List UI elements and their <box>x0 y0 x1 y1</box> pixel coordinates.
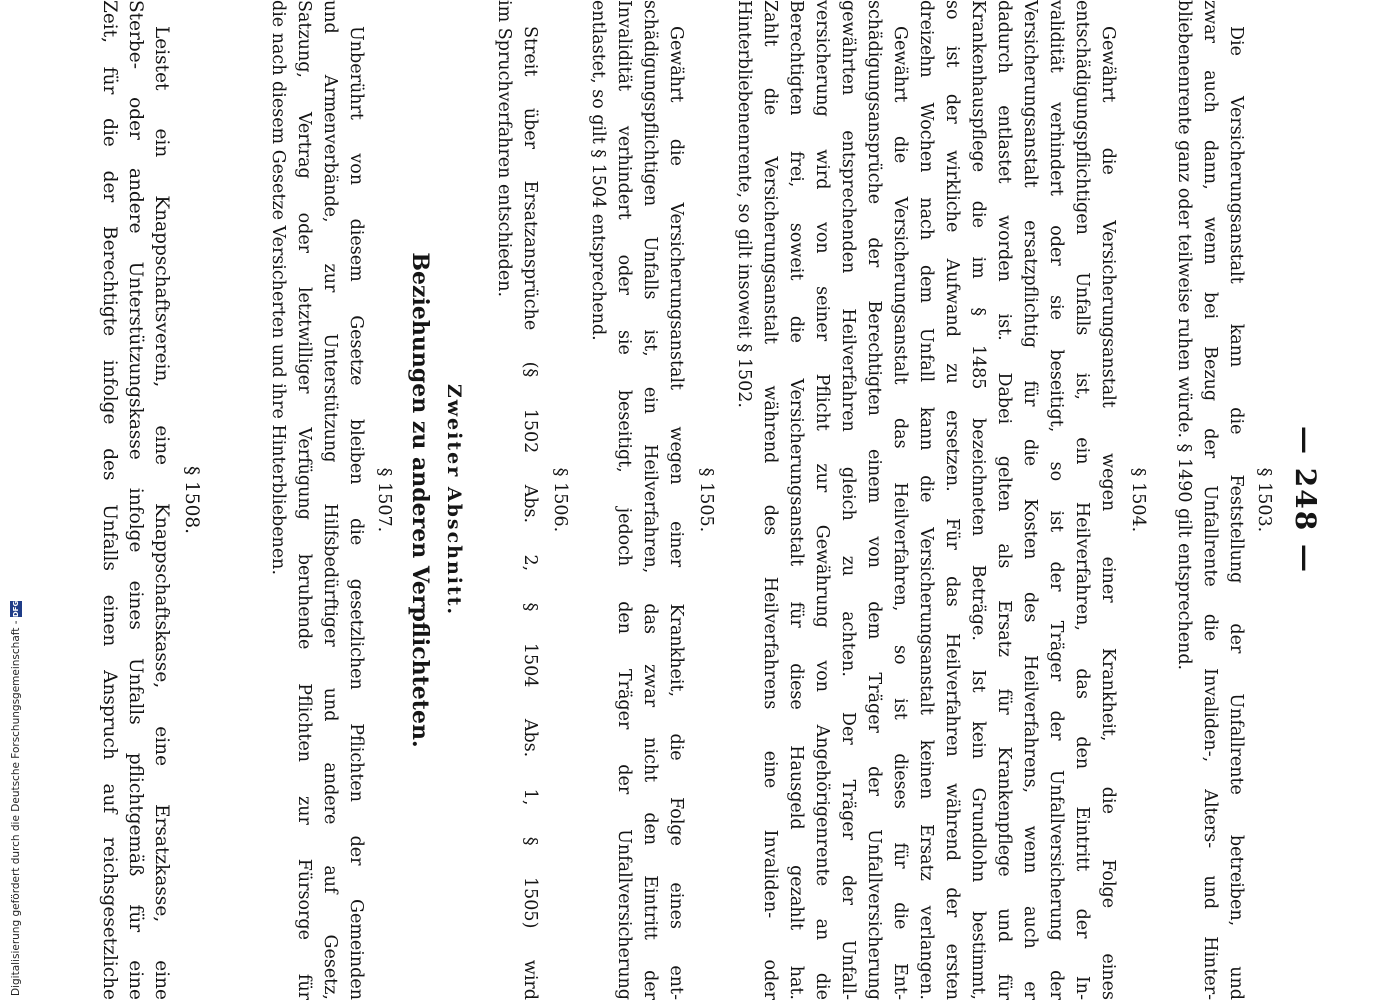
section-heading-1504: § 1504. <box>1128 467 1148 533</box>
digitization-watermark <box>9 6 23 996</box>
paragraph-line: gewährten entsprechenden Heilverfahren gleich zu achten. Der Träger der Unfall- <box>838 0 858 1000</box>
paragraph-line: Unberührt von diesem Gesetze bleiben die gesetzlichen Pflichten der Gemeinden <box>346 26 366 1000</box>
paragraph-line: Gewährt die Versicherungsanstalt das Heilverfahren, so ist dieses für die Ent- <box>890 26 910 1000</box>
paragraph-line: die nach diesem Gesetze Versicherten und ihre Hinterbliebenen. <box>268 0 288 576</box>
paragraph-line: dreizehn Wochen nach dem Unfall kann die Versicherungsanstalt keinen Ersatz verlangen. <box>916 0 936 1000</box>
paragraph-line: Satzung, Vertrag oder letztwilliger Verfügung beruhende Pflichten zur Fürsorge für <box>294 0 314 1000</box>
paragraph-line: Zahlt die Versicherungsanstalt während des Heilverfahrens eine Invaliden- oder <box>760 0 780 1000</box>
section-heading-1505: § 1505. <box>696 467 716 533</box>
paragraph-line: dadurch entlastet worden ist. Dabei gelten als Ersatz für Krankenpflege und für <box>994 0 1014 1000</box>
page-number: — 248 — <box>1289 426 1322 574</box>
section-heading-1507: § 1507. <box>374 467 394 533</box>
paragraph-line: und Armenverbände, zur Unterstützung Hilfsbedürftiger und andere auf Gesetz, <box>320 0 340 1000</box>
paragraph-line: Gewährt die Versicherungsanstalt wegen einer Krankheit, die Folge eines <box>1098 26 1118 1000</box>
paragraph-line: Invalidität verhindert oder sie beseitigt, jedoch den Träger der Unfallversicherung <box>614 0 634 1000</box>
paragraph-line: im Spruchverfahren entschieden. <box>494 0 514 298</box>
dfg-logo-icon: DFG <box>12 600 20 618</box>
paragraph-line: Hinterbliebenenrente, so gilt insoweit § 1502. <box>734 0 754 408</box>
paragraph-line: Leistet ein Knappschaftsverein, eine Knappschaftskasse, eine Ersatzkasse, eine <box>151 26 172 1000</box>
paragraph-line: entschädigungspflichtigen Unfalls ist, ein Heilverfahren, das den Eintritt der In- <box>1072 0 1092 1000</box>
part-subtitle: Beziehungen zu anderen Verpflichteten. <box>407 252 433 748</box>
paragraph-line: zwar auch dann, wenn bei Bezug der Unfallrente die Invaliden-, Alters- und Hinter- <box>1200 0 1220 1000</box>
paragraph-line: Gewährt die Versicherungsanstalt wegen einer Krankheit, die Folge eines ent- <box>666 26 686 1000</box>
paragraph-line: Streit über Ersatzansprüche (§ 1502 Abs. 2, § 1504 Abs. 1, § 1505) wird <box>520 26 540 1000</box>
paragraph-line: Die Versicherungsanstalt kann die Feststellung der Unfallrente betreiben, und <box>1226 26 1246 1000</box>
paragraph-line: Sterbe- oder andere Unterstützungskasse infolge eines Unfalls pflichtgemäß für eine <box>125 0 146 1000</box>
paragraph-line: Versicherungsanstalt ersatzpflichtig für die Kosten des Heilverfahrens, wenn auch er <box>1020 0 1040 1000</box>
section-heading-1506: § 1506. <box>550 467 570 533</box>
paragraph-line: Berechtigten frei, soweit die Versicherungsanstalt für diese Hausgeld gezahlt hat. <box>786 0 806 1000</box>
watermark-text: Digitalisierung gefördert durch die Deutsche Forschungsgemeinschaft - <box>10 620 22 996</box>
paragraph-line: schädigungsansprüche der Berechtigten einem von dem Träger der Unfallversicherung <box>864 0 884 1000</box>
paragraph-line: entlastet, so gilt § 1504 entsprechend. <box>588 0 608 341</box>
paragraph-line: schädigungspflichtigen Unfalls ist, ein Heilverfahren, das zwar nicht den Eintritt der <box>640 0 660 1000</box>
paragraph-line: Krankenhauspflege die im § 1485 bezeichneten Beträge. Ist kein Grundlohn bestimmt, <box>968 0 988 1000</box>
paragraph-line: so ist der wirkliche Aufwand zu ersetzen. Für das Heilverfahren während der ersten <box>942 0 962 1000</box>
rotated-page-content <box>230 0 1330 1000</box>
paragraph-line: bliebenenrente ganz oder teilweise ruhen würde. § 1490 gilt entsprechend. <box>1174 0 1194 671</box>
section-heading-1503: § 1503. <box>1254 467 1274 533</box>
paragraph-line: validität verhindert oder sie beseitigt, so ist der Träger der Unfallversicherung der <box>1046 0 1066 1000</box>
rotated-page-continuation <box>65 0 205 1000</box>
section-heading-1508: § 1508. <box>181 465 202 535</box>
paragraph-line: versicherung wird von seiner Pflicht zur Gewährung von Angehörigenrente an die <box>812 0 832 1000</box>
part-title: Zweiter Abschnitt. <box>443 383 465 617</box>
paragraph-line: Zeit, für die der Berechtigte infolge des Unfalls einen Anspruch auf reichsgesetzliche <box>99 0 120 1000</box>
